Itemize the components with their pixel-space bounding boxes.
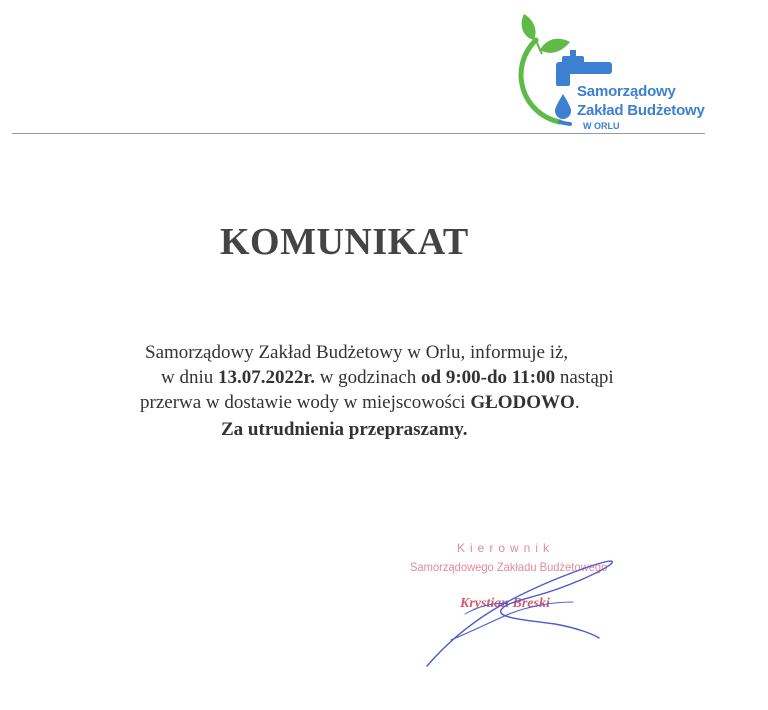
logo-text [577, 82, 705, 132]
handwritten-signature [405, 540, 635, 680]
logo-line-3: W ORLU [583, 121, 620, 131]
outage-date: 13.07.2022r. [218, 367, 315, 388]
header-divider [12, 133, 705, 134]
body-line-3 [140, 390, 580, 415]
body-line-1: Samorządowy Zakład Budżetowy w Orlu, informuje iż, [145, 342, 569, 363]
body-text: w godzinach [314, 367, 422, 388]
outage-hours: od 9:00-do 11:00 [421, 367, 556, 388]
body-text: . [574, 392, 580, 413]
logo [500, 10, 710, 136]
stamp-organization: Samorządowego Zakładu Budżetowego [410, 560, 608, 574]
logo-line-2: Zakład Budżetowy [577, 102, 705, 119]
body-text: przerwa w dostawie wody w miejscowości [140, 392, 471, 413]
outage-location: GŁODOWO [470, 392, 575, 413]
body-text: w dniu [161, 367, 218, 388]
body-line-2 [161, 365, 614, 390]
apology-line: Za utrudnienia przepraszamy. [221, 419, 468, 440]
stamp-signatory-name: Krystian Breski [460, 596, 550, 611]
body-text: nastąpi [555, 367, 614, 388]
stamp-title: Kierownik [457, 541, 555, 555]
logo-line-1: Samorządowy [577, 83, 676, 100]
page-title: KOMUNIKAT [220, 221, 469, 263]
